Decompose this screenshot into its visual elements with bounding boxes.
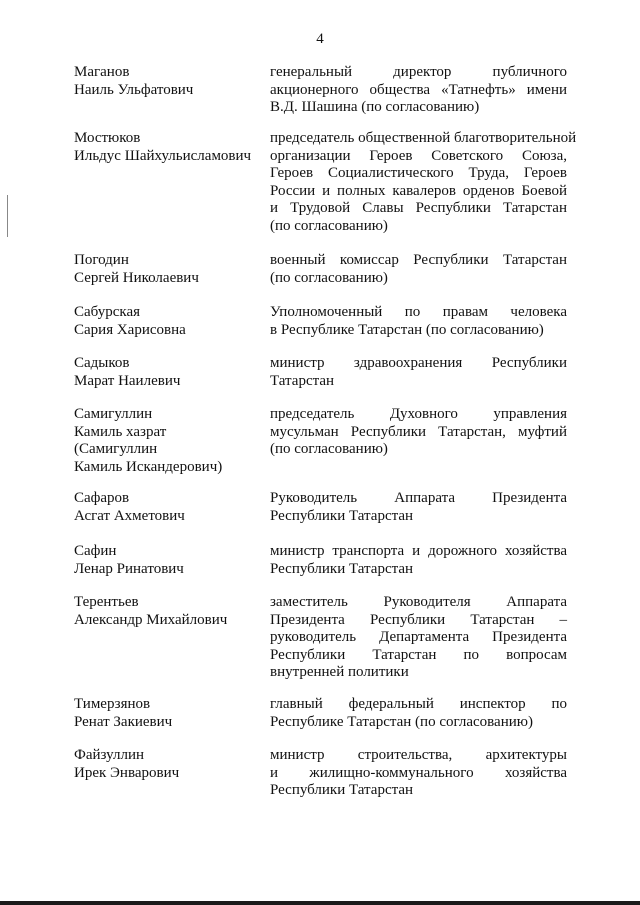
member-name: [74, 406, 264, 476]
member-role: [270, 64, 567, 117]
page-number: 4: [316, 31, 324, 47]
member-role-line: (по согласованию): [270, 441, 388, 458]
member-role-line: внутренней политики: [270, 664, 409, 681]
member-name: [74, 252, 264, 287]
member-name-line: Погодин: [74, 252, 129, 268]
member-name-line: Файзуллин: [74, 747, 145, 763]
member-role-line: (по согласованию): [270, 217, 388, 234]
member-name-line: Александр Михайлович: [74, 611, 228, 628]
member-role-line: России и полных кавалеров орденов Боевой: [270, 182, 567, 199]
member-name-line: Ирек Энварович: [74, 764, 180, 781]
member-role-line: мусульман Республики Татарстан, муфтий: [270, 423, 567, 440]
member-role-line: главный федеральный инспектор по: [270, 696, 567, 712]
member-name-line: Камиль хазрат: [74, 423, 167, 440]
member-role-line: Татарстан: [270, 372, 335, 389]
member-role-line: министр строительства, архитектуры: [270, 747, 567, 763]
scan-artifact-line: [7, 195, 8, 237]
member-role: [270, 696, 567, 731]
member-role-line: организации Героев Советского Союза,: [270, 147, 567, 164]
member-role: [270, 747, 567, 800]
member-role-line: председатель Духовного управления: [270, 406, 567, 422]
member-role: [270, 304, 567, 339]
member-name: [74, 490, 264, 525]
member-role-line: Республики Татарстан: [270, 507, 414, 524]
member-name: [74, 696, 264, 731]
member-name-line: Терентьев: [74, 594, 139, 610]
member-name-line: Сабурская: [74, 304, 140, 320]
member-role-line: Республике Татарстан (по согласованию): [270, 713, 533, 730]
member-name-line: Ренат Закиевич: [74, 713, 173, 730]
member-role-line: Республики Татарстан: [270, 560, 414, 577]
member-name-line: Сергей Николаевич: [74, 269, 199, 286]
member-role: [270, 490, 567, 525]
member-role-line: Уполномоченный по правам человека: [270, 304, 567, 320]
member-role-line: председатель общественной благотворительной: [270, 130, 577, 146]
member-name-line: Сафин: [74, 543, 117, 559]
member-name: [74, 747, 264, 782]
member-name-line: Сафаров: [74, 490, 130, 506]
member-name-line: Наиль Ульфатович: [74, 81, 194, 98]
member-role-line: Героев Социалистического Труда, Героев: [270, 165, 567, 182]
member-role-line: (по согласованию): [270, 269, 388, 286]
member-name-line: Асгат Ахметович: [74, 507, 185, 524]
member-name-line: Садыков: [74, 355, 130, 371]
member-name: [74, 304, 264, 339]
member-role-line: В.Д. Шашина (по согласованию): [270, 99, 480, 116]
member-name-line: Мостюков: [74, 130, 141, 146]
member-role-line: генеральный директор публичного: [270, 64, 567, 80]
member-role: [270, 594, 567, 682]
member-role: [270, 543, 567, 578]
member-role: [270, 355, 567, 390]
member-role: [270, 130, 577, 236]
member-name: [74, 130, 264, 165]
member-name-line: Марат Наилевич: [74, 372, 181, 389]
member-name-line: Ленар Ринатович: [74, 560, 184, 577]
member-role-line: акционерного общества «Татнефть» имени: [270, 81, 567, 98]
member-name-line: (Самигуллин: [74, 441, 158, 458]
member-name-line: Сария Харисовна: [74, 321, 186, 338]
member-name-line: Тимерзянов: [74, 696, 151, 712]
member-name-line: Ильдус Шайхульисламович: [74, 147, 252, 164]
member-role-line: Республики Татарстан по вопросам: [270, 646, 567, 663]
member-role-line: Президента Республики Татарстан –: [270, 611, 567, 628]
member-role: [270, 252, 567, 287]
member-role-line: Руководитель Аппарата Президента: [270, 490, 567, 506]
member-role-line: заместитель Руководителя Аппарата: [270, 594, 567, 610]
page-bottom-border: [0, 901, 640, 905]
member-role-line: руководитель Департамента Президента: [270, 629, 567, 646]
member-name: [74, 594, 264, 629]
member-name: [74, 543, 264, 578]
member-role-line: в Республике Татарстан (по согласованию): [270, 321, 544, 338]
member-name: [74, 64, 264, 99]
member-name-line: Маганов: [74, 64, 130, 80]
member-role-line: Республики Татарстан: [270, 782, 414, 799]
member-role-line: и Трудовой Славы Республики Татарстан: [270, 200, 567, 217]
member-name: [74, 355, 264, 390]
member-role-line: министр транспорта и дорожного хозяйства: [270, 543, 567, 559]
member-role-line: и жилищно-коммунального хозяйства: [270, 764, 567, 781]
member-role-line: военный комиссар Республики Татарстан: [270, 252, 567, 268]
member-role-line: министр здравоохранения Республики: [270, 355, 567, 371]
member-role: [270, 406, 567, 459]
member-name-line: Самигуллин: [74, 406, 153, 422]
member-name-line: Камиль Искандерович): [74, 458, 223, 475]
